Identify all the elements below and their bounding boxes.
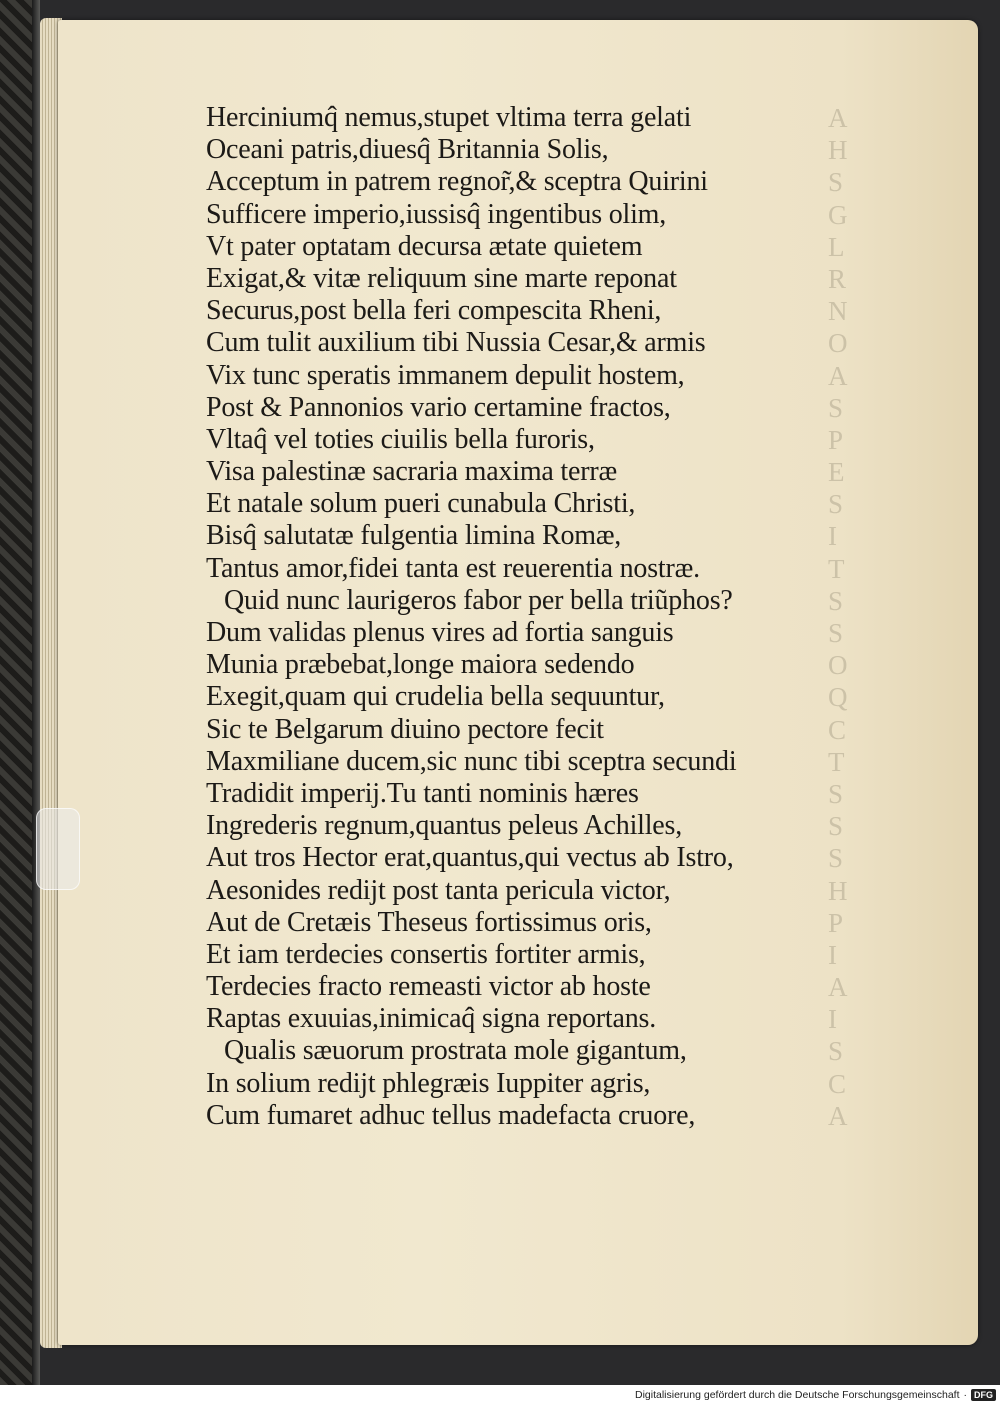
footer-credit: Digitalisierung gefördert durch die Deutsche Forschungsgemeinschaft bbox=[634, 1389, 960, 1401]
poem-line: Aut tros Hector erat,quantus,qui vectus ab Istro, bbox=[206, 842, 734, 874]
page-clip bbox=[36, 808, 80, 890]
poem-line: Oceani patris,diuesq̂ Britannia Solis, bbox=[206, 134, 609, 166]
poem-line: Exigat,& vitæ reliquum sine marte reponat bbox=[206, 262, 677, 294]
book-binding bbox=[0, 0, 40, 1385]
poem-line: Securus,post bella feri compescita Rheni, bbox=[206, 295, 662, 327]
book-page bbox=[58, 20, 978, 1345]
poem-line: Qualis sæuorum prostrata mole gigantum, bbox=[224, 1035, 687, 1067]
poem-line: Raptas exuuias,inimicaq̂ signa reportans. bbox=[206, 1003, 656, 1035]
poem-line: Exegit,quam qui crudelia bella sequuntur, bbox=[206, 681, 665, 713]
poem-line: Quid nunc laurigeros fabor per bella triũphos? bbox=[224, 584, 733, 616]
poem-line: Aut de Cretæis Theseus fortissimus oris, bbox=[206, 906, 652, 938]
poem-line: Tradidit imperij.Tu tanti nominis hæres bbox=[206, 777, 639, 809]
poem-line: Visa palestinæ sacraria maxima terræ bbox=[206, 456, 617, 488]
poem-line: Cum tulit auxilium tibi Nussia Cesar,& armis bbox=[206, 327, 706, 359]
dfg-logo: DFG bbox=[971, 1389, 996, 1401]
footer-separator: · bbox=[963, 1389, 967, 1401]
poem-line: Tantus amor,fidei tanta est reuerentia nostræ. bbox=[206, 552, 700, 584]
poem-line: Post & Pannonios vario certamine fractos, bbox=[206, 391, 671, 423]
poem-text bbox=[206, 102, 826, 1132]
poem-line: In solium redijt phlegræis Iuppiter agris, bbox=[206, 1067, 651, 1099]
digitization-footer bbox=[635, 1387, 996, 1403]
poem-line: Bisq̂ salutatæ fulgentia limina Romæ, bbox=[206, 520, 622, 552]
poem-line: Dum validas plenus vires ad fortia sanguis bbox=[206, 617, 674, 648]
poem-line: Aesonides redijt post tanta pericula victor, bbox=[206, 874, 671, 906]
poem-line: Munia præbebat,longe maiora sedendo bbox=[206, 649, 635, 681]
poem-line: Cum fumaret adhuc tellus madefacta cruore, bbox=[206, 1099, 696, 1131]
poem-line: Sufficere imperio,iussisq̂ ingentibus olim, bbox=[206, 198, 667, 230]
poem-line: Terdecies fracto remeasti victor ab hoste bbox=[206, 971, 651, 1003]
poem-line: Sic te Belgarum diuino pectore fecit bbox=[206, 713, 604, 745]
verso-bleed-through: A H S G L R N O A S P E S I T S S O Q C T S S S H P I A I S C A bbox=[828, 103, 848, 1131]
poem-line: Et natale solum pueri cunabula Christi, bbox=[206, 488, 636, 520]
poem-line: Vt pater optatam decursa ætate quietem bbox=[206, 230, 643, 262]
poem-line: Vix tunc speratis immanem depulit hostem, bbox=[206, 359, 685, 391]
poem-line: Ingrederis regnum,quantus peleus Achilles, bbox=[206, 810, 683, 842]
poem-line: Herciniumq̂ nemus,stupet vltima terra gelati bbox=[206, 102, 692, 133]
poem-line: Acceptum in patrem regnor̃,& sceptra Quirini bbox=[206, 166, 708, 198]
poem-line: Maxmiliane ducem,sic nunc tibi sceptra secundi bbox=[206, 745, 737, 777]
poem-line: Vltaq̂ vel toties ciuilis bella furoris, bbox=[206, 423, 595, 455]
poem-line: Et iam terdecies consertis fortiter armis, bbox=[206, 938, 646, 970]
